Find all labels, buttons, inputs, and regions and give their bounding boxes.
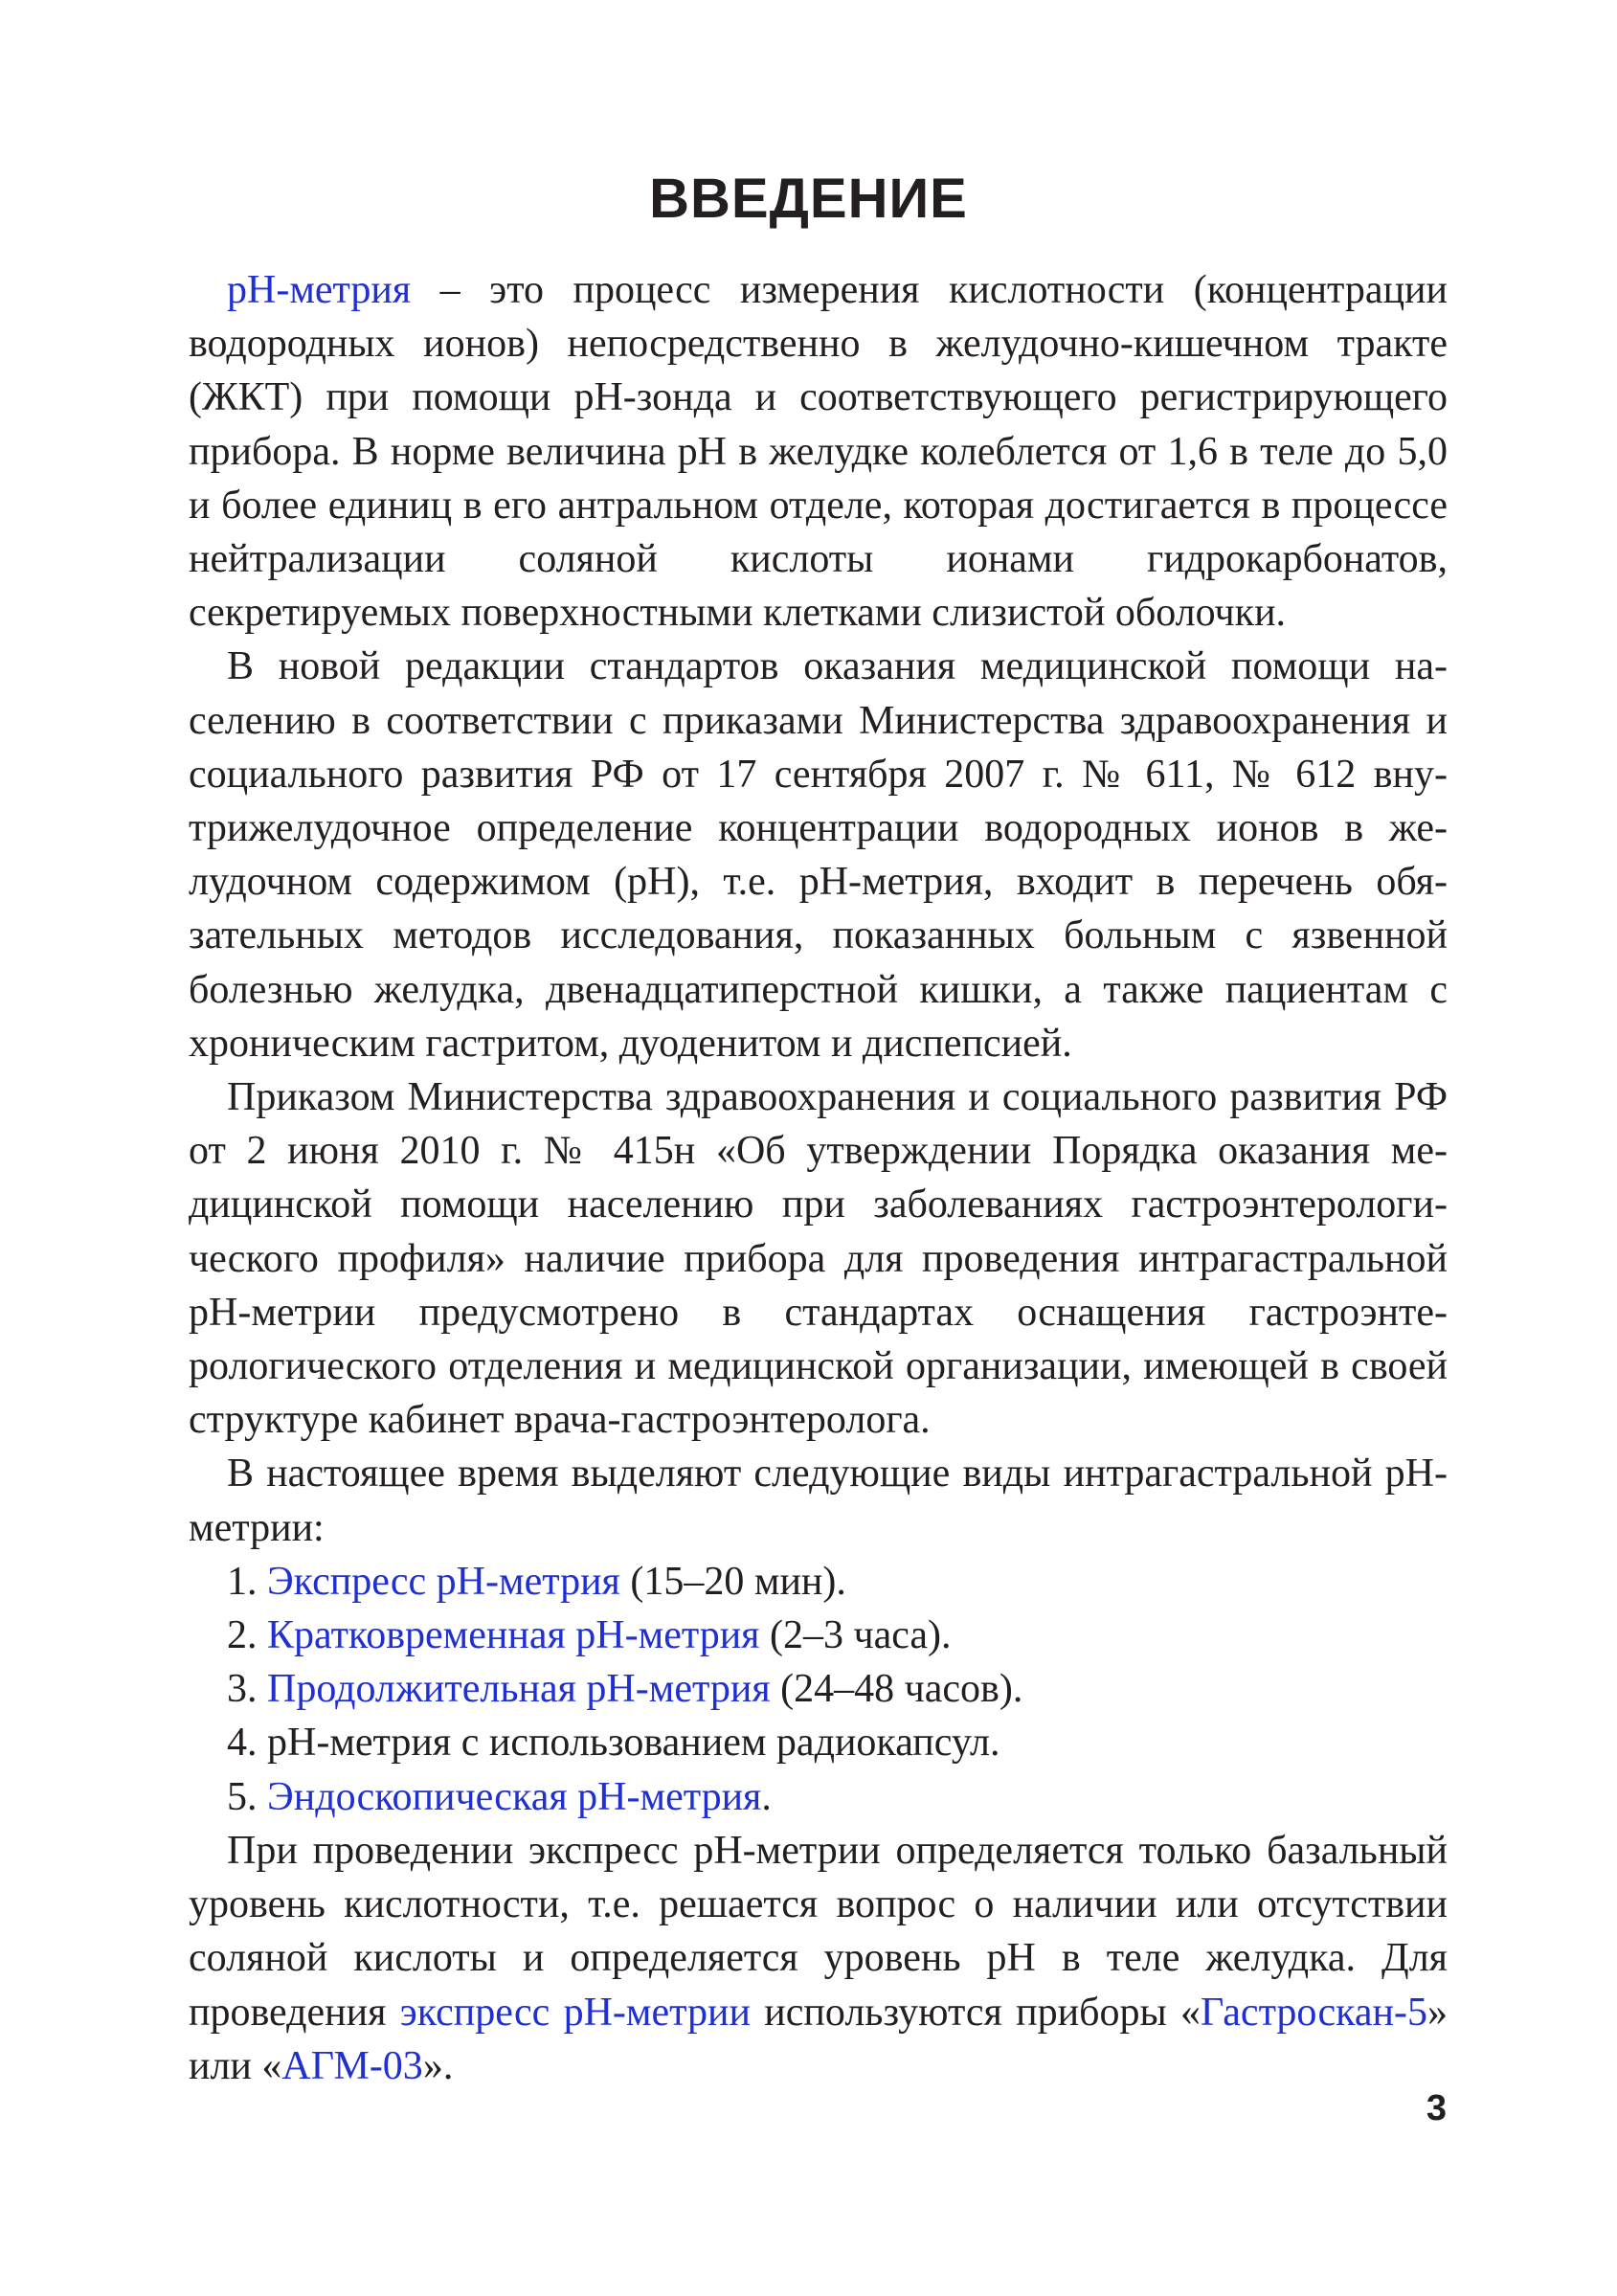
- types-list: [189, 1555, 1448, 1824]
- link-endoscopic-ph-metry[interactable]: Эндоскопическая рН-метрия: [267, 1774, 762, 1819]
- list-item-number: 5.: [227, 1774, 267, 1819]
- paragraph-text: При проведении экспресс рН-метрии определяется только базальный уровень кислотности, т.е. решается вопрос о наличии или отсутствии соляной кислоты и определяется уровень рН в теле желудка. Для проведения: [189, 1828, 1448, 2035]
- paragraph-text: » или «: [189, 1990, 1448, 2088]
- list-item: [189, 1770, 1448, 1824]
- link-ph-metry[interactable]: рН-метрия: [227, 268, 412, 312]
- paragraph-text: ».: [422, 2043, 454, 2088]
- list-item: [189, 1555, 1448, 1609]
- list-item-text: (24–48 часов).: [770, 1667, 1023, 1712]
- list-item-text: (2–3 часа).: [759, 1613, 952, 1658]
- paragraph-text: используются приборы «: [750, 1990, 1202, 2035]
- list-item-number: 1.: [227, 1559, 267, 1604]
- list-item-number: 4.: [227, 1721, 267, 1766]
- list-item-text: .: [761, 1774, 772, 1819]
- list-item-text: (15–20 мин).: [619, 1559, 846, 1604]
- list-item-number: 2.: [227, 1613, 267, 1658]
- page-title: ВВЕДЕНИЕ: [649, 168, 968, 230]
- list-item: [189, 1716, 1448, 1769]
- link-express-ph-metry[interactable]: Экспресс рН-метрия: [267, 1559, 620, 1604]
- link-express-ph-metry-inline[interactable]: экспресс рН-метрии: [399, 1990, 751, 2035]
- list-item-number: 3.: [227, 1667, 267, 1712]
- list-item: [189, 1662, 1448, 1716]
- link-short-term-ph-metry[interactable]: Кратковременная рН-метрия: [267, 1613, 760, 1658]
- list-item: [189, 1609, 1448, 1662]
- paragraph-express-devices: [189, 1824, 1448, 2093]
- list-item-text: рН-метрия с использованием радиокапсул.: [267, 1721, 1000, 1766]
- paragraph-standards: В новой редакции стандартов оказания медицинской помощи населению в соответствии с приказами Министерства здравоохранения и социального развития РФ от 17 сентября 2007 г. № 611, № 612 внутрижелудочное определение концентрации водородных ионов в желудочном содержимом (рН), т.е. рН-метрия, входит в перечень обязательных методов исследования, показанных больным с язвенной болезнью желудка, двенадцатиперстной кишки, а также пациентам с хроническим гастритом, дуоденитом и диспепсией.: [189, 644, 1448, 1066]
- paragraph-ph-metry-definition: [189, 263, 1448, 640]
- paragraph-order-415n: Приказом Министерства здравоохранения и социального развития РФ от 2 июня 2010 г. № 415н «Об утверждении Порядка оказания медицинской помощи населению при заболеваниях гастроэнтерологического профиля» наличие прибора для проведения интрагастральной рН-метрии предусмотрено в стандартах оснащения гастроэнтерологического отделения и медицинской организации, имеющей в своей структуре кабинет врача-гастроэнтеролога.: [189, 1075, 1448, 1443]
- document-body: [189, 263, 1448, 2093]
- link-long-term-ph-metry[interactable]: Продолжительная рН-метрия: [267, 1667, 771, 1712]
- link-gastroscan-5[interactable]: Гастроскан-5: [1201, 1990, 1427, 2035]
- page-number: 3: [1426, 2088, 1447, 2128]
- paragraph-text: – это процесс измерения кислотности (концентрации водородных ионов) непосредственно в желудочно-кишечном тракте (ЖКТ) при помощи рН-зонда и соответствующего регистрирующего прибора. В норме величина рН в желудке колеблется от 1,6 в теле до 5,0 и более единиц в его антральном отделе, которая достигается в процессе нейтрализации соляной кислоты ионами гидрокарбонатов, секретируемых поверхностными клетками слизистой оболочки.: [189, 268, 1448, 636]
- paragraph-types-intro: В настоящее время выделяют следующие виды интрагастральной рН-метрии:: [189, 1452, 1448, 1550]
- link-agm-03[interactable]: АГМ-03: [281, 2043, 423, 2088]
